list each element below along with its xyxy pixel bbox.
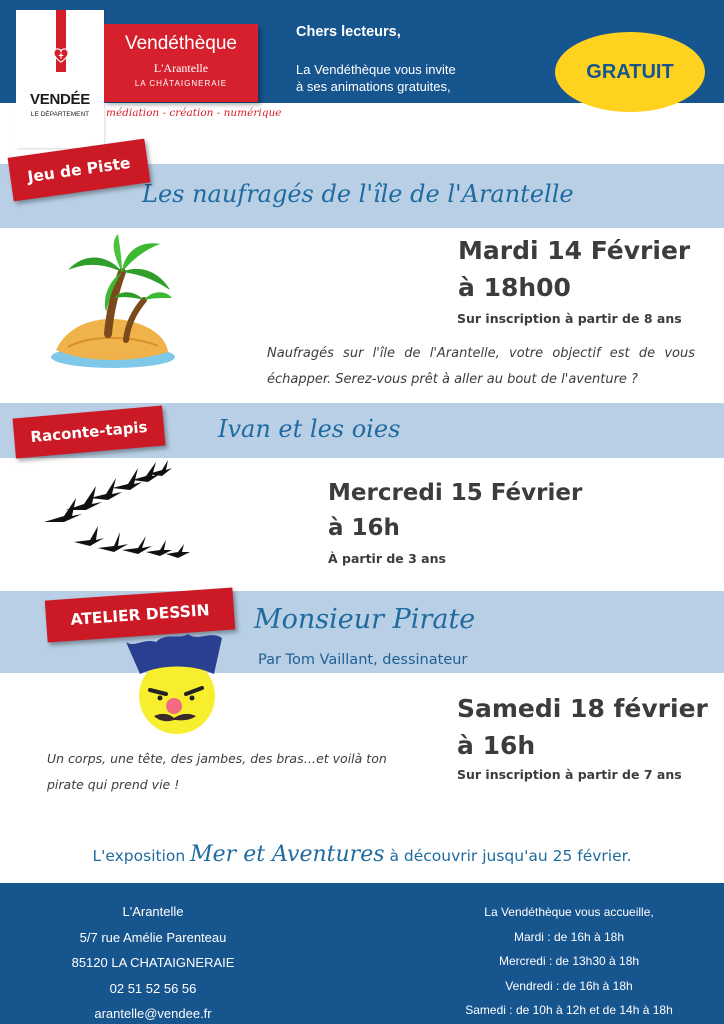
vendetheque-banner [104, 24, 258, 102]
event-3-time: à 16h [457, 731, 536, 760]
hours-saturday: Samedi : de 10h à 12h et de 14h à 18h [465, 1003, 673, 1017]
exhibition-name: Mer et Aventures [190, 842, 385, 867]
event-3-byline: Par Tom Vaillant, dessinateur [258, 652, 468, 668]
event-1-date: Mardi 14 Février [458, 236, 691, 265]
event-3-title: Monsieur Pirate [254, 604, 476, 635]
event-1-description: Naufragés sur l'île de l'Arantelle, votre objectif est de vous échapper. Serez-vous prêt à aller au bout de l'aventure ? [267, 346, 695, 387]
event-2-title: Ivan et les oies [218, 415, 401, 443]
invitation-text [296, 61, 546, 95]
event-3-note: Sur inscription à partir de 7 ans [457, 767, 682, 782]
exhibition-prefix: L'exposition [92, 847, 186, 865]
footer-address [58, 899, 248, 1024]
event-3-description: Un corps, une tête, des jambes, des bras…et voilà ton pirate qui prend vie ! [47, 751, 387, 792]
address-city: 85120 LA CHATAIGNERAIE [71, 955, 235, 970]
banner-subtitle: L'Arantelle [153, 61, 209, 75]
greeting: Chers lecteurs, [296, 24, 401, 40]
event-1-time: à 18h00 [458, 273, 571, 302]
vendee-logo [16, 10, 104, 148]
event-3-tag: ATELIER DESSIN [45, 587, 235, 642]
event-2-time: à 16h [328, 515, 400, 541]
address-phone: 02 51 52 56 56 [109, 980, 197, 996]
event-2-tag: Raconte-tapis [13, 406, 166, 459]
invite-line-1: La Vendéthèque vous invite [296, 62, 456, 77]
event-3-date: Samedi 18 février [457, 694, 708, 723]
tagline: médiation - création - numérique [106, 107, 282, 119]
hours-intro: La Vendéthèque vous accueille, [484, 905, 654, 919]
hours-friday: Vendredi : de 16h à 18h [505, 978, 633, 993]
banner-title: Vendéthèque [124, 33, 237, 54]
address-venue: L'Arantelle [122, 904, 184, 919]
event-1-schedule [458, 232, 690, 306]
gratuit-badge: GRATUIT [555, 32, 705, 112]
hours-tuesday: Mardi : de 16h à 18h [513, 929, 625, 944]
exhibition-line [0, 842, 724, 867]
event-1-note: Sur inscription à partir de 8 ans [457, 311, 682, 326]
address-street: 5/7 rue Amélie Parenteau [79, 929, 227, 945]
event-2-note: À partir de 3 ans [328, 551, 446, 566]
vendee-heart-icon [52, 46, 70, 64]
pirate-face-icon [122, 628, 242, 736]
event-1-tag: Jeu de Piste [8, 139, 151, 202]
banner-location: LA CHÂTAIGNERAIE [134, 79, 228, 88]
footer [0, 883, 724, 1024]
flying-geese-icon [42, 458, 192, 568]
palm-island-icon [48, 232, 178, 372]
event-1-title: Les naufragés de l'île de l'Arantelle [142, 180, 574, 208]
logo-subtitle: LE DÉPARTEMENT [30, 111, 90, 118]
footer-hours [444, 900, 694, 1023]
invite-line-2: à ses animations gratuites, [296, 79, 451, 94]
event-2-schedule [328, 476, 582, 546]
hours-wednesday: Mercredi : de 13h30 à 18h [498, 954, 640, 968]
event-3-schedule [457, 690, 708, 764]
exhibition-suffix: à découvrir jusqu'au 25 février. [389, 847, 632, 865]
logo-name: VENDÉE [30, 91, 90, 108]
event-2-date: Mercredi 15 Février [328, 480, 583, 506]
address-email: arantelle@vendee.fr [94, 1006, 212, 1021]
